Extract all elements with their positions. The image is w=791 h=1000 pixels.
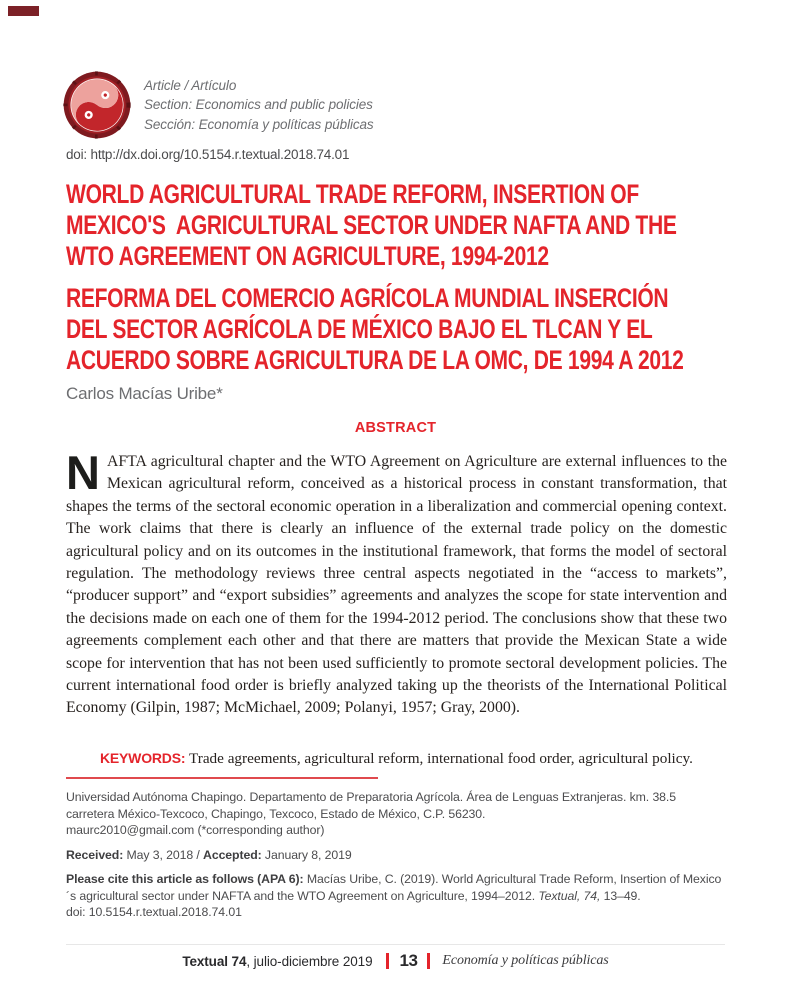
abstract-heading: ABSTRACT — [354, 420, 437, 436]
citation-line — [66, 871, 727, 921]
article-type-label: Article / Artículo — [144, 77, 237, 93]
keywords-label: KEYWORDS: — [100, 750, 190, 766]
section-label-es: Sección: Economía y políticas públicas — [144, 116, 374, 132]
keywords-text: Trade agreements, agricultural reform, international food order, agricultural policy. — [189, 750, 693, 767]
footer-journal-name: Textual 74 — [182, 953, 247, 969]
top-left-print-mark — [8, 6, 39, 16]
footer-red-bar-icon — [427, 953, 430, 969]
author-name: Carlos Macías Uribe* — [66, 384, 223, 403]
page-footer — [0, 951, 791, 971]
citation-pages: 13–49. — [600, 888, 641, 903]
affiliation-text: Universidad Autónoma Chapingo. Departamento de Preparatoria Agrícola. Área de Lenguas Extranjeras. km. 38.5 carretera México-Texcoco, Chapingo, Texcoco, Estado de México, C.P. 56230. — [66, 790, 676, 821]
title-english-line: WORLD AGRICULTURAL TRADE REFORM, INSERTION OF — [66, 179, 639, 209]
received-label: Received: — [66, 847, 124, 862]
citation-journal-italic: Textual, 74, — [538, 888, 601, 903]
masthead — [63, 71, 374, 139]
title-english-line: MEXICO'S AGRICULTURAL SECTOR UNDER NAFTA AND THE — [66, 210, 677, 240]
accepted-label: Accepted: — [203, 847, 262, 862]
title-spanish-line: REFORMA DEL COMERCIO AGRÍCOLA MUNDIAL INSERCIÓN — [66, 283, 669, 313]
footer-section-name: Economía y políticas públicas — [442, 953, 609, 968]
citation-label: Please cite this article as follows (APA 6): — [66, 872, 307, 886]
page-number: 13 — [399, 951, 418, 970]
journal-logo-icon — [63, 71, 131, 139]
title-english — [66, 179, 791, 272]
abstract-text: AFTA agricultural chapter and the WTO Agreement on Agriculture are external influences to the Mexican agricultural reform, conceived as a historical process in constant transformation, that shapes the terms of the sectoral economic operation in a liberalization and commercial opening context. The work claims that there is clearly an influence of the external trade policy on the domestic agricultural policy and on its outcomes in the institutional framework, that forms the model of sectoral regulation. The methodology reviews three central aspects negotiated in the “access to markets”, “producer support” and “export subsidies” agreements and analyzes the scope for state intervention and the decisions made on each one of them for the 1994-2012 period. The conclusions show that these two agreements complement each other and that there are matters that provide the Mexican State a wide scope for intervention that has not been used sufficiently to promote sectoral development policies. The current international food order is briefly analyzed taking up the theorists of the International Political Economy (Gilpin, 1987; McMichael, 2009; Polanyi, 1957; Gray, 2000). — [66, 453, 727, 717]
dropcap-letter: N — [66, 446, 100, 499]
citation-doi: doi: 10.5154.r.textual.2018.74.01 — [66, 905, 242, 919]
footnote-separator-rule — [66, 777, 378, 779]
footer-red-bar-icon — [386, 953, 389, 969]
footer-issue-date: , julio-diciembre 2019 — [246, 953, 373, 969]
section-label-en: Section: Economics and public policies — [144, 97, 373, 113]
section-info — [144, 76, 374, 135]
email-line: maurc2010@gmail.com (*corresponding author) — [66, 823, 325, 837]
title-spanish-line: DEL SECTOR AGRÍCOLA DE MÉXICO BAJO EL TLCAN Y EL — [66, 314, 653, 344]
footnote-block — [66, 789, 727, 921]
received-date: May 3, 2018 / — [123, 847, 204, 862]
doi-line: doi: http://dx.doi.org/10.5154.r.textual.2018.74.01 — [66, 147, 350, 162]
title-english-line: WTO AGREEMENT ON AGRICULTURE, 1994-2012 — [66, 241, 549, 271]
footer-rule — [66, 944, 725, 945]
keywords-line — [66, 750, 727, 768]
abstract-paragraph — [66, 446, 727, 720]
received-accepted-line — [66, 847, 727, 864]
accepted-date: January 8, 2019 — [261, 847, 352, 862]
citation-body: Macías Uribe, C. (2019). World Agricultural Trade Reform, Insertion of Mexico´s agricultural sector under NAFTA and the WTO Agreement on Agriculture, 1994–2012. — [66, 872, 722, 903]
title-spanish-line: ACUERDO SOBRE AGRICULTURA DE LA OMC, DE 1994 A 2012 — [66, 345, 684, 375]
title-spanish — [66, 283, 791, 376]
